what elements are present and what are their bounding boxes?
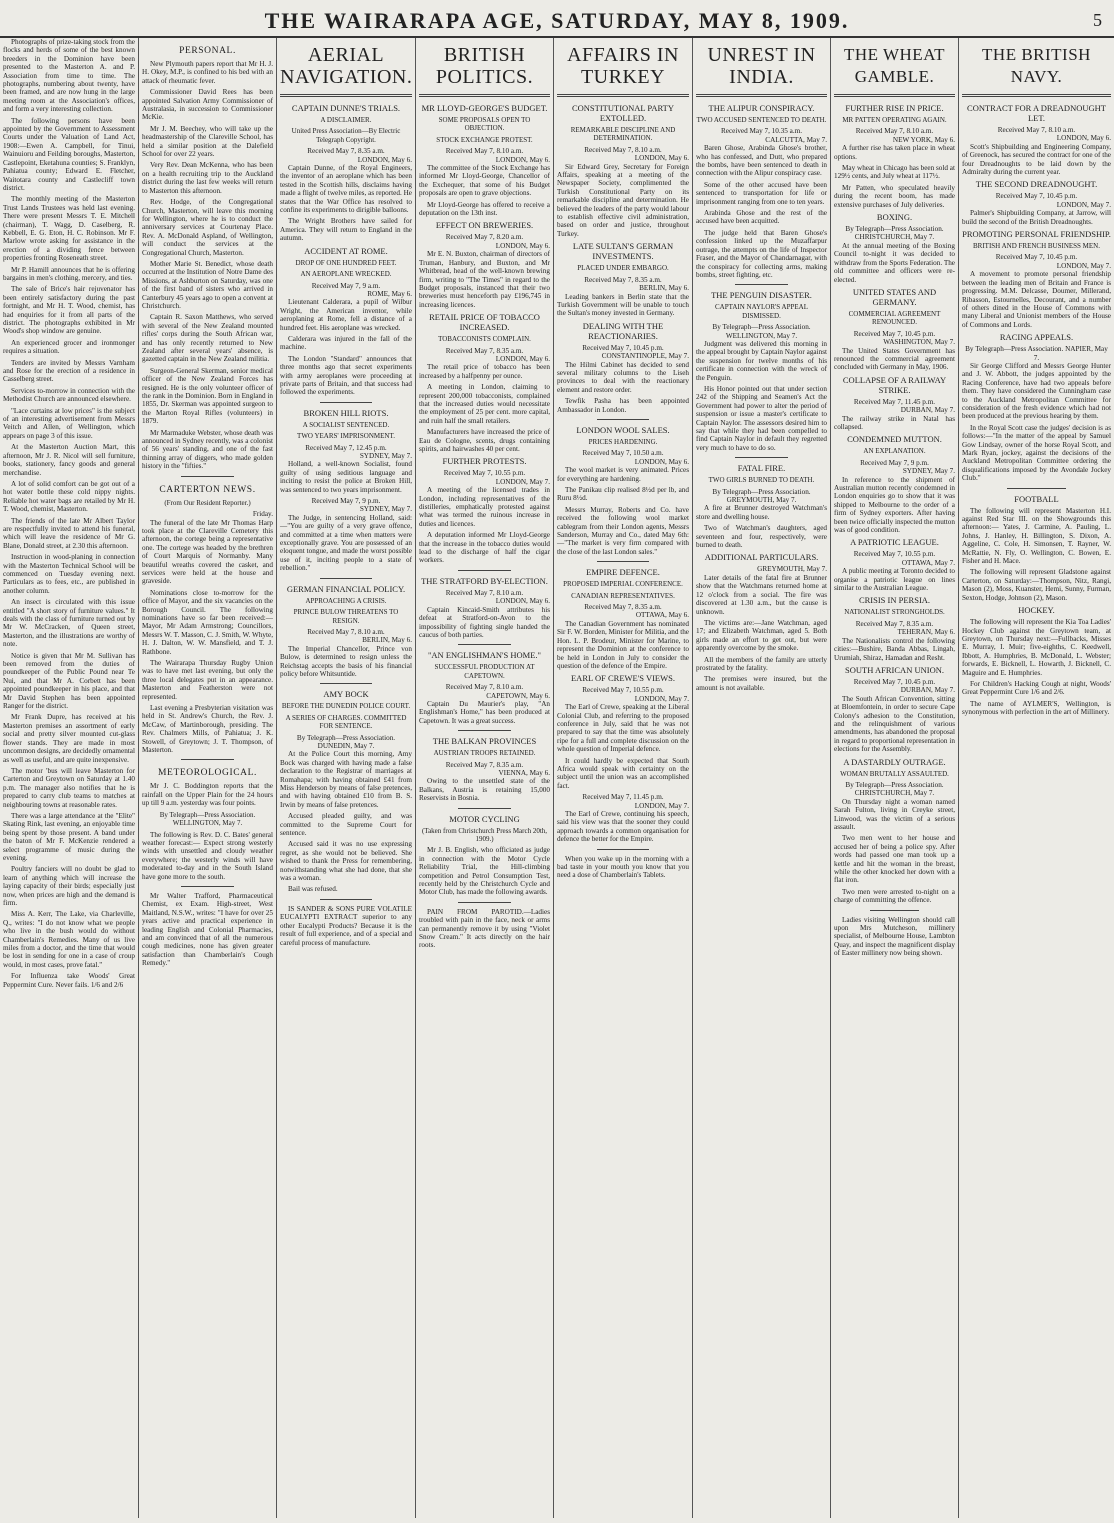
received-time: Received May 7, 8.10 a.m.	[445, 588, 524, 597]
paragraph: A meeting in London, claiming to represent 200,000 tobacconists, complained that the increased duties would necessitate the employment of 25 per cent. more capital, and ruin half the small retailers.	[419, 383, 550, 425]
received-time: Received May 7, 11.45 p.m.	[582, 793, 664, 802]
dateline: By Telegraph—Press Association. CHRISTCHURCH, May 7.	[845, 780, 944, 798]
paragraph: Owing to the unsettled state of the Balkans, Austria is retaining 15,000 Reservists in Bosnia.	[419, 777, 550, 803]
subheading: COMMERCIAL AGREEMENT RENOUNCED.	[848, 309, 941, 327]
paragraph: Nominations close to-morrow for the office of Mayor, and the six vacancies on the Borough Council. The following nominations have so far been received:—Mayor, Mr Adam Armstrong; Councillors, Messrs W. T. Masson, C. J. Smith, W. Whyte, H. J. Dalton, W. W. Mansfield, and T. J. Rathbone.	[142, 588, 273, 656]
column-wheat-gamble	[831, 38, 958, 1516]
divider	[320, 899, 373, 900]
subheading: CONSTITUTIONAL PARTY EXTOLLED.	[571, 103, 675, 123]
subheading: PLACED UNDER EMBARGO.	[577, 264, 669, 273]
section-heading: BRITISH POLITICS.	[435, 44, 534, 88]
paragraph: A fire at Brunner destroyed Watchman's store and dwelling house.	[696, 504, 827, 521]
dateline: By Telegraph—Press Association. WELLINGTON, May 7.	[712, 323, 811, 340]
paragraph: In reference to the shipment of Australian mutton recently condemned in London enquiries go to show that it was shipped to Melbourne to the order of a firm of Sydney exporters. After having been twice officially inspected the mutton was of good condition.	[834, 475, 955, 535]
received-time: Received May 7, 10.55 p.m.	[582, 686, 664, 695]
paragraph: The Earl of Crewe, speaking at the Liberal Colonial Club, and referring to the proposed conference in July, said that he was not prepared to say that the time was absolutely ripe for a full and complete discussion on the whole question of Imperial defence.	[557, 703, 689, 754]
dateline: LONDON, May 7.	[634, 694, 689, 703]
subheading: CANADIAN REPRESENTATIVES.	[571, 591, 675, 600]
advertisement: PAIN FROM PAROTID.—Ladies troubled with pain in the face, neck or arms can permanently remove it by using "Violet Snow Cream." It acts directly on the hair roots.	[419, 907, 550, 950]
divider	[320, 402, 373, 403]
dateline: LONDON, May 7.	[1056, 261, 1111, 270]
paragraph: All the members of the family are utterly prostrated by the fatality.	[696, 655, 827, 672]
section-heading: AERIAL NAVIGATION.	[280, 44, 413, 88]
paragraph: Photographs of prize-taking stock from the flocks and herds of some of the best known breeders in the Dominion have been presented to the Masterton A. and P. Association from time to time. The photographs, numbering about twenty, have been framed, and are now hung in the large meeting room at the Association's offices, and form a very interesting collection.	[3, 38, 135, 114]
subheading: THE STRATFORD BY-ELECTION.	[421, 575, 548, 586]
dateline: DURBAN, May 7.	[900, 686, 955, 695]
subheading: EFFECT ON BREWERIES.	[435, 220, 534, 231]
paragraph: The motor 'bus will leave Masterton for Carterton and Greytown on Saturday at 1.40 p.m. The manager also notifies that he is prepared to carry club teams to matches at neighbouring towns at reasonable rates.	[3, 766, 135, 809]
dateline: By Telegraph—Press Association. DUNEDIN, May 7.	[296, 733, 396, 750]
paragraph: Mr Frank Dupre, has received at his Masterton premises an assortment of early social and pretty silver mounted cut-glass flower stands. They are made in most uncommon designs, are decidedly ornamental as well as useful, and are quite inexpensive.	[3, 713, 135, 764]
paragraph: The funeral of the late Mr Thomas Harp took place at the Clareville Cemetery this afternoon, the cortege being a representative one. The cortege was headed by the brethren of Court Marquis of Normanby. Many beautiful wreaths covered the casket, and services were held at the house and graveside.	[142, 518, 273, 586]
divider	[419, 94, 550, 97]
subheading: TOBACCONISTS COMPLAIN.	[438, 335, 531, 344]
subheading: FURTHER RISE IN PRICE.	[845, 103, 944, 113]
received-time: Received May 7, 8.10 a.m.	[855, 127, 934, 136]
received-time: Received May 7, 8.35 a.m.	[855, 619, 934, 628]
paragraph: The Hilmi Cabinet has decided to send several military columns to the Liseh provinces to deal with the reactionary element and restore order.	[557, 360, 689, 394]
column-unrest-in-india	[693, 38, 830, 1516]
advertisement: When you wake up in the morning with a bad taste in your mouth you know that you need a dose of Chamberlain's Tablets.	[557, 854, 689, 880]
column-british-politics	[416, 38, 553, 1516]
dateline: OTTAWA, May 6.	[635, 611, 689, 620]
divider	[181, 886, 233, 887]
dateline: LONDON, May 6.	[357, 155, 412, 164]
paragraph: Mr P. Hamill announces that he is offering bargains in men's clothing, mercery, and ties.	[3, 265, 135, 282]
paragraph: Tenders are invited by Messrs Varnham and Rose for the erection of a residence in Casselberg street.	[3, 358, 135, 384]
paragraph: On Thursday night a woman named Sarah Fulton, living in Creyke street, Linwood, was the victim of a serious assault.	[834, 797, 955, 831]
paragraph: Mr Patten, who speculated heavily during the recent boom, has made extensive purchases of July deliveries.	[834, 183, 955, 209]
received-time: Received May 7, 10.55 p.m.	[853, 550, 936, 559]
dateline: LONDON, May 6.	[634, 154, 689, 163]
paragraph: Mr E. N. Buxton, chairman of directors of Truman, Hanbury, and Buxton, and Mr Whitbread, head of the well-known brewing firm, writing to "The Times" in regard to the Budget proposals, instanced that their two breweries must henceforth pay £196,745 in increasing licences.	[419, 250, 550, 309]
dateline: Friday.	[252, 510, 273, 519]
paragraph: Palmer's Shipbuilding Company, at Jarrow, will build the second of the British Dreadnoughts.	[962, 209, 1111, 226]
subheading: LONDON WOOL SALES.	[576, 424, 670, 435]
dateline: LONDON, May 6.	[495, 241, 550, 250]
subheading: COLLAPSE OF A RAILWAY STRIKE.	[842, 374, 947, 395]
paragraph: Captain Du Maurier's play, "An Englishman's Home," has been produced at Capetown. It was a great success.	[419, 699, 550, 725]
subheading: BRITISH AND FRENCH BUSINESS MEN.	[973, 242, 1100, 251]
paragraph: Manufacturers have increased the price of Eau de Cologne, scents, drugs containing spirits, and hairwashes 40 per cent.	[419, 428, 550, 453]
subheading: SUCCESSFUL PRODUCTION AT CAPETOWN.	[434, 663, 535, 680]
paragraph: For Children's Hacking Cough at night, Woods' Great Peppermint Cure 1/6 and 2/6.	[962, 679, 1111, 697]
paragraph: The London "Standard" announces that three months ago that secret experiments with army aeroplanes were proceeding at private parts of Britain, and that success had followed the experiments.	[280, 354, 412, 397]
paragraph: The following will represent the Kia Toa Ladies' Hockey Club against the Greytown team, at Greytown, on Thursday next:—Fullbacks, Misses E. Murray, I. Muir; five-eighths, C. Keedwell, Ibbott, A. Humphries, B. McDonald, L. Webster; forwards, E. Bicknell, L. Howarth, J. Bicknell, C. Maguire and E. Humphries.	[962, 618, 1111, 677]
paragraph: The following persons have been appointed by the Government to Assessment Courts under the Valuation of Land Act, 1908:—Ewen A. Campbell, for Tinui, Wainuioru and Feilding boroughs, Masterton, Castlepoint, Eketahuna counties; S. Franklyn, Pahiatua county; Edward E. Fletcher, Waitotara county and Castlecliff town district.	[3, 116, 135, 192]
paragraph: In the Royal Scott case the judges' decision is as follows:—"In the matter of the appeal by Samuel Gow Lindsay, owner of the horse Royal Scott, and Mark Ryan, jockey, against the decisions of the Auckland Metropolitan Committee ordering the disqualifications imposed by the Avondale Jockey Club."	[962, 423, 1111, 483]
paragraph: The committee of the Stock Exchange has informed Mr Lloyd-George, Chancellor of the Exchequer, that some of his Budget proposals are open to grave objections.	[419, 164, 550, 198]
paragraph: Mother Marie St. Benedict, whose death occurred at the Institution of Notre Dame des Missions, at Ashburton on Saturday, was one of the first band of sisters who arrived in Canterbury 45 years ago to open a convent at Christchurch.	[142, 259, 273, 310]
paragraph: An insect is circulated with this issue entitled "A short story of furniture values." It deals with the class of furniture turned out by Mr W. McCracken, of Queen street, Masterton, and the illustrations are worthy of note.	[3, 598, 135, 649]
subheading: CAPTAIN NAYLOR'S APPEAL DISMISSED.	[714, 303, 808, 320]
paragraph: A movement to promote personal friendship between the leading men of Britain and France is progressing. M.M. Delcasse, Doumer, Millerand, Ribasson, Estournelles, Decourant, and a number of others dined in the House of Commons with many Liberal and Unionist members of the House of Commons and Lords.	[962, 270, 1111, 329]
paragraph: Mr J. B. English, who officiated as judge in connection with the Motor Cycle Reliability Trial, the Hill-climbing competition and Petrol Consumption Test, recently held by the Christchurch Cycle and Motor Club, has made the following awards.	[419, 846, 550, 897]
section-heading: METEOROLOGICAL.	[158, 768, 257, 779]
paragraph: Services to-morrow in connection with the Methodist Church are announced elsewhere.	[3, 386, 135, 404]
dateline: BERLIN, May 6.	[362, 636, 412, 645]
subheading: AN AEROPLANE WRECKED.	[300, 270, 392, 279]
dateline: CONSTANTINOPLE, May 7.	[601, 352, 689, 361]
dateline: LONDON, May 6.	[495, 597, 550, 606]
paragraph: "Lace curtains at low prices" is the subject of an interesting advertisement from Messrs Veitch and Allen, of Wellington, which appears on page 3 of this issue.	[3, 406, 135, 440]
subheading: MOTOR CYCLING	[449, 813, 520, 824]
received-time: Received May 7, 8.10 a.m.	[307, 627, 385, 636]
paragraph: The wool market is very animated. Prices for everything are hardening.	[557, 466, 689, 483]
paragraph: New Plymouth papers report that Mr H. J. H. Okey, M.P., is confined to his bed with an attack of rheumatic fever.	[142, 60, 273, 85]
subheading: LATE SULTAN'S GERMAN INVESTMENTS.	[572, 241, 674, 262]
paragraph: The South African Convention, sitting at Bloemfontein, in order to secure Cape Colony's adhesion to the Constitution, and the relinquishment of various amendments, has abandoned the proposal in regard to proportional representation in elections for the Assembly.	[834, 694, 955, 754]
subheading: SOME PROPOSALS OPEN TO OBJECTION.	[438, 116, 531, 133]
dateline: GREYMOUTH, May 7.	[757, 565, 827, 574]
subheading: DEALING WITH THE REACTIONARIES.	[582, 320, 664, 341]
advertisement: Ladies visiting Wellington should call upon Mrs Mutcheson, millinery specialist, of Melbourne House, Lambton Quay, and inspect the magnificent display of Easter millinery now being shown.	[834, 915, 955, 958]
subheading: A PATRIOTIC LEAGUE.	[850, 537, 939, 548]
subheading: PRICES HARDENING.	[588, 437, 658, 446]
masthead	[0, 0, 1114, 38]
paragraph: May wheat in Chicago has been sold at 129½ cents, and July wheat at 117½.	[834, 164, 955, 181]
subheading: FATAL FIRE.	[737, 463, 786, 474]
dateline: LONDON, May 6.	[495, 155, 550, 164]
advertisement: The name of AYLMER'S, Wellington, is synonymous with perfection in the art of Millinery.	[962, 699, 1111, 717]
subheading: ACCIDENT AT ROME.	[304, 245, 388, 256]
subheading: RETAIL PRICE OF TOBACCO INCREASED.	[429, 312, 540, 333]
paragraph: Rev. Hodge, of the Congregational Church, Masterton, will leave this morning for Wellington, where he is to conduct the anniversary services at Courtenay Place. Rev. A. McDonald Aspland, of Wellington, will conduct the services at the Congregational Church, Masterton.	[142, 198, 273, 257]
subheading: PRINCE BULOW THREATENS TO RESIGN.	[293, 608, 399, 625]
dateline: LONDON, May 7.	[634, 801, 689, 810]
paragraph: Last evening a Presbyterian visitation was held in St. Andrew's Church, the Rev. J. McCaw, of Martinborough, presiding. The Rev. Chalmers Mills, of Pahiatua; J. K. Stowell, of Greytown; J. T. Thompson, of Masterton.	[142, 704, 273, 755]
divider	[735, 457, 787, 458]
subheading: AMY BOCK	[323, 689, 369, 700]
paragraph: Arabinda Ghose and the rest of the accused have been acquitted.	[696, 209, 827, 226]
paragraph: Scott's Shipbuilding and Engineering Company, of Greenock, has secured the contract for one of the four Dreadnoughts to be laid down by the Admiralty during the current year.	[962, 142, 1111, 177]
subheading: (From Our Resident Reporter.)	[164, 498, 251, 507]
paragraph: Messrs Murray, Roberts and Co. have received the following wool market cablegram from their London agents, Messrs Sanderson, Murray and Co., dated May 6th:—"The market is very firm compared with the close of the last London sales."	[557, 505, 689, 556]
paragraph: Surgeon-General Skerman, senior medical officer of the New Zealand Forces has resigned. He is the only volunteer officer of the rank in the Dominion. Born in England in 1855, Dr. Skerman was appointed surgeon to the Marton Royal Rifles (volunteers) in 1879.	[142, 366, 273, 426]
subheading: MR LLOYD-GEORGE'S BUDGET.	[421, 103, 548, 113]
section-heading: AFFAIRS IN TURKEY	[567, 44, 679, 88]
received-time: Received May 7, 10.35 a.m.	[720, 127, 803, 136]
received-time: Received May 7, 8.35 a.m.	[584, 603, 662, 612]
paragraph: The following will represent Gladstone against Carterton, on Saturday:—Thompson, Nitz, Rangi, Mason (2), Moss, Kuanster, Hemi, Sunny, Furman, Sexton, Hodge, Johnson (2), Mason.	[962, 568, 1111, 602]
subheading: THE BALKAN PROVINCES	[432, 736, 537, 747]
subheading: (Taken from Christchurch Press March 20th, 1909.)	[421, 826, 548, 843]
paragraph: Later details of the fatal fire at Brunner show that the Watchmans returned home at 12 o'clock from a social. The fire was discovered at 1.30 a.m., but the cause is unknown.	[696, 573, 827, 616]
received-time: Received May 7, 10.45 p.m.	[582, 343, 664, 352]
subheading: TWO YEARS' IMPRISONMENT.	[297, 432, 395, 441]
subheading: CAPTAIN DUNNE'S TRIALS.	[291, 103, 401, 113]
section-heading: PERSONAL.	[179, 46, 236, 56]
dateline: LONDON, May 7.	[1056, 200, 1111, 209]
paragraph: There was a large attendance at the "Elite" Skating Rink, last evening, an enjoyable time being spent by those present. A band under the baton of Mr F. McKenzie rendered a select programme of music during the evening.	[3, 811, 135, 862]
subheading: REMARKABLE DISCIPLINE AND DETERMINATION.	[570, 126, 676, 143]
paragraph: The railway strike in Natal has collapsed.	[834, 414, 955, 431]
paragraph: The retail price of tobacco has been increased by a halfpenny per ounce.	[419, 363, 550, 380]
subheading: CONTRACT FOR A DREADNOUGHT LET.	[967, 103, 1106, 123]
paragraph: A further rise has taken place in wheat options.	[834, 144, 955, 161]
divider	[1007, 488, 1067, 489]
subheading: AUSTRIAN TROOPS RETAINED.	[433, 749, 536, 758]
received-time: Received May 7, 9 p.m.	[311, 497, 381, 506]
divider	[597, 561, 650, 562]
paragraph: Judgment was delivered this morning in the appeal brought by Captain Naylor against the suspension for twelve months of his certificate in connection with the wreck of the Penguin.	[696, 339, 827, 382]
subheading: THE PENGUIN DISASTER.	[711, 290, 812, 301]
paragraph: At the Police Court this morning, Amy Bock was charged with having made a false declaration to the Registrar of marriages at Romahapa; with having obtained £41 from Miss Henderson by means of false pretences, and with having obtained £10 from B. S. Irwin by means of false pretences.	[280, 750, 412, 809]
paragraph: The judge held that Baren Ghose's confession linked up the Muzaffarpur outrage, the attempts on the life of Inspector Fraser, and the Mayor of Chandarnagar, with the conspiracy for collecting arms, making bombs, street fighting, etc.	[696, 228, 827, 279]
subheading: MR PATTEN OPERATING AGAIN.	[842, 116, 947, 124]
paragraph: Miss A. Kerr, The Lake, via Charleville, Q., writes: "I do not know what we people who live in the bush would do without Chamberlain's Remedies. Many of us live miles from a doctor, and the time that would be lost in sending for one in a case of croup would, in most cases, prove fatal."	[3, 910, 135, 969]
paragraph: Two men were arrested to-night on a charge of committing the offence.	[834, 887, 955, 905]
dateline: OTTAWA, May 7.	[901, 558, 955, 567]
divider	[458, 902, 510, 903]
section-heading: UNREST IN INDIA.	[707, 44, 816, 88]
paragraph: Holland, a well-known Socialist, found guilty of using seditious language and inciting to resist the police at Broken Hill, was sentenced to two years imprisonment.	[280, 460, 412, 494]
dateline: LONDON, May 6.	[634, 457, 689, 466]
divider	[458, 570, 510, 571]
subheading: DROP OF ONE HUNDRED FEET.	[295, 258, 397, 267]
subheading: EARL OF CREWE'S VIEWS.	[570, 673, 675, 684]
subheading: PROPOSED IMPERIAL CONFERENCE.	[563, 580, 683, 589]
divider	[320, 578, 373, 579]
paragraph: The Nationalists control the following cities:—Bushire, Banda Abbas, Lingah, Urumiah, Shiraz, Hamadan and Resht.	[834, 636, 955, 662]
subheading: ADDITIONAL PARTICULARS.	[704, 552, 819, 563]
dateline: SYDNEY, May 7.	[902, 467, 955, 476]
divider	[280, 94, 412, 97]
paragraph: Baren Ghose, Arabinda Ghose's brother, who has confessed, and Dutt, who prepared the bombs, have been sentenced to death in connection with the Alipur conspiracy case.	[696, 144, 827, 178]
subheading: CRISIS IN PERSIA.	[858, 595, 931, 606]
dateline: SYDNEY, May 7.	[359, 505, 412, 514]
received-time: Received May 7, 10.45 p.m.	[995, 253, 1078, 262]
paragraph: The Judge, in sentencing Holland, said:—"You are guilty of a very grave offence, and committed at a time when matters were exceptionally grave. You are possessed of an eloquent tongue, and made the worst possible use of it, inciting people to a state of rebellion."	[280, 513, 412, 573]
divider	[181, 759, 233, 760]
wire-credit: United Press Association—By Electric Telegraph Copyright.	[291, 127, 401, 144]
paragraph: The sale of Brice's hair rejuvenator has been entirely satisfactory during the past fortnight, and Mr H. T. Wood, chemist, has had enquiries for it from all parts of the district. The photographs exhibited in Mr Wood's shop window are genuine.	[3, 285, 135, 336]
paragraph: Mr Marmaduke Webster, whose death was announced in Sydney recently, was a colonist of 56 years' standing, and one of the fast thinning array of diggers, who made golden history in the "fifties."	[142, 428, 273, 471]
subheading: TWO GIRLS BURNED TO DEATH.	[708, 476, 815, 485]
received-time: Received May 7, 8.35 a.m.	[307, 147, 385, 156]
page-number: 5	[1093, 10, 1102, 30]
divider	[458, 808, 510, 809]
paragraph: Calderara was injured in the fall of the machine.	[280, 334, 412, 352]
paragraph: The victims are:—Jane Watchman, aged 17; and Elizabeth Watchman, aged 5. Both girls made an effort to get out, but were apparently overcome by the smoke.	[696, 618, 827, 653]
dateline: VIENNA, May 6.	[498, 768, 550, 777]
paragraph: Some of the other accused have been sentenced to transportation for life or imprisonment ranging from one to ten years.	[696, 180, 827, 206]
received-time: Received May 7, 10.50 a.m.	[582, 449, 664, 458]
subheading: WOMAN BRUTALLY ASSAULTED.	[840, 769, 949, 778]
paragraph: The Earl of Crewe, continuing his speech, said his view was that the sooner they could approach towards a common organisation for defence the better for the Empire.	[557, 810, 689, 844]
subheading: EMPIRE DEFENCE.	[586, 567, 660, 578]
paragraph: A lot of solid comfort can be got out of a hot water bottle these cold nippy nights. Reliable hot water bags are retailed by Mr H. T. Wood, chemist, Masterton.	[3, 479, 135, 514]
dateline: LONDON, May 6.	[495, 354, 550, 363]
received-time: Received May 7, 8.35 a.m.	[445, 760, 524, 769]
paragraph: An experienced grocer and ironmonger requires a situation.	[3, 338, 135, 356]
received-time: Received May 7, 12.45 p.m.	[305, 443, 387, 452]
received-time: Received May 7, 10.45 p.m.	[853, 329, 936, 338]
dateline: BERLIN, May 6.	[639, 284, 689, 293]
section-heading: THE WHEAT GAMBLE.	[844, 45, 945, 86]
subheading: FOOTBALL	[1014, 493, 1059, 504]
divider	[696, 94, 827, 97]
paragraph: A meeting of the licensed trades in London, including representatives of the distilleries, emphatically protested against what was termed the ruinous increase in duties and licences.	[419, 486, 550, 528]
divider	[557, 94, 689, 97]
paragraph: Instruction in wood-planing in connection with the Masterton Technical School will be commenced on Tuesday evening next. Particulars as to fees, etc., are published in another column.	[3, 553, 135, 595]
received-time: Received May 7, 8.10 a.m.	[445, 683, 524, 692]
paragraph: The friends of the late Mr Albert Taylor are respectfully invited to attend his funeral, which will leave the residence of Mr G. Blane, Donald street, at 2.30 this afternoon.	[3, 516, 135, 550]
column-affairs-in-turkey	[554, 38, 692, 1516]
paragraph: Notice is given that Mr M. Sullivan has been removed from the duties of poundkeeper of the Public Pound near Te Nui, and that Mr A. Corbett has been appointed poundkeeper in his place, and that Mr David Stephen has been appointed Ranger for the district.	[3, 651, 135, 711]
subheading: BROKEN HILL RIOTS.	[303, 407, 389, 418]
divider	[458, 730, 510, 731]
dateline: CAPETOWN, May 6.	[486, 691, 550, 700]
paragraph: At the Masterton Auction Mart, this afternoon, Mr J. R. Nicol will sell furniture, books, stationery, fancy goods and general merchandise.	[3, 443, 135, 477]
subheading: UNITED STATES AND GERMANY.	[852, 286, 937, 307]
divider	[834, 94, 955, 97]
paragraph: Mr Lloyd-George has offered to receive a deputation on the 13th inst.	[419, 200, 550, 218]
dateline: CALCUTTA, May 7.	[765, 135, 827, 144]
subheading: FURTHER PROTESTS.	[442, 456, 527, 467]
newspaper-title: THE WAIRARAPA AGE, SATURDAY, MAY 8, 1909.	[264, 8, 850, 33]
subheading: BEFORE THE DUNEDIN POLICE COURT.	[281, 702, 411, 711]
paragraph: The United States Government has renounced the commercial agreement concluded with Germany in May, 1906.	[834, 346, 955, 372]
divider	[962, 94, 1111, 97]
received-time: Received May 7, 8.10 a.m.	[997, 126, 1076, 134]
subheading: THE ALIPUR CONSPIRACY.	[708, 103, 815, 113]
received-time: Received May 7, 10.45 p.m.	[995, 192, 1078, 201]
paragraph: Bail was refused.	[288, 885, 338, 894]
received-time: Received May 7, 10.55 p.m.	[443, 469, 526, 478]
paragraph: The following will represent Masterton H.I. against Red Star III. on the Showgrounds this afternoon:— Yates, J. Carmine, A. Pauling, L. Johns, J. Hanley, H. Billington, S. Dixon, A. Aggeline, C. Cole, H. Simonsen, T. Rayner, W. McRattie, N. Fly, O. Wellington, C. Bowen, E. Fisher and H. Mace.	[962, 506, 1111, 566]
paragraph: Tewfik Pasha has been appointed Ambassador in London.	[557, 397, 689, 414]
divider	[870, 910, 918, 911]
paragraph: Captain Dunne, of the Royal Engineers, the inventor of an aeroplane which has been tested in the Scottish hills, disclaims having made a flight of twelve miles, as reported. He states that the War Office has resolved to confine its experiments to dirigible balloons.	[280, 164, 412, 215]
subheading: BOXING.	[876, 212, 913, 223]
paragraph: Lieutenant Calderara, a pupil of Wilbur Wright, the American inventor, while aeroplaning at Rome, fell a distance of a hundred feet. His aeroplane was wrecked.	[280, 298, 412, 332]
subheading: STOCK EXCHANGE PROTEST.	[436, 135, 533, 144]
paragraph: Mr J. C. Boddington reports that the rainfall on the Upper Plain for the 24 hours up till 9 a.m. yesterday was four points.	[142, 782, 273, 808]
paragraph: At the annual meeting of the Boxing Council to-night it was decided to withdraw from the Sports Federation. The old committee and officers were re-elected.	[834, 241, 955, 284]
paragraph: Commissioner David Rees has been appointed Salvation Army Commissioner of Australasia, in succession to Commissioner McKie.	[142, 88, 273, 122]
subheading: APPROACHING A CRISIS.	[305, 596, 387, 605]
column-personal	[139, 38, 276, 1516]
dateline: By Telegraph—Press Association. WELLINGTON, May 7.	[159, 810, 256, 828]
paragraph: Captain R. Saxon Matthews, who served with several of the New Zealand mounted rifles' corps during the South African war, and has only recently returned to New Zealand after several years' absence, is gazetted captain in the New Zealand militia.	[142, 313, 273, 364]
column-british-navy	[959, 38, 1114, 1516]
subheading: TWO ACCUSED SENTENCED TO DEATH.	[696, 116, 827, 124]
divider	[597, 419, 650, 420]
subheading: NATIONALIST STRONGHOLDS.	[844, 608, 945, 617]
dateline: By Telegraph—Press Association. GREYMOUTH, May 7.	[712, 487, 811, 505]
divider	[735, 284, 787, 285]
subheading: THE SECOND DREADNOUGHT.	[975, 179, 1098, 190]
paragraph: The monthly meeting of the Masterton Trust Lands Trustees was held last evening. There were present Messrs T. E. Mitchell (chairman), T. Wagg, D. Caselberg, R. Kebbell, E. G. Eton, H. C. Robinson. Mr F. Marlow wrote asking for assistance in the erection of a dividing fence between properties fronting Roseneath street.	[3, 195, 135, 263]
received-time: Received May 7, 8.20 a.m.	[445, 233, 524, 242]
subheading: SOUTH AFRICAN UNION.	[845, 664, 944, 675]
subheading: HOCKEY.	[1018, 605, 1055, 616]
subheading: GERMAN FINANCIAL POLICY.	[286, 583, 406, 594]
column-local-notes	[0, 38, 138, 1516]
subheading: AN EXPLANATION.	[863, 447, 926, 456]
received-time: Received May 7, 10.45 p.m.	[853, 677, 936, 686]
divider	[458, 644, 510, 645]
received-time: Received May 7, 9 p.m.	[860, 458, 929, 467]
subheading: "AN ENGLISHMAN'S HOME."	[427, 650, 542, 661]
subheading: RACING APPEALS.	[999, 332, 1074, 343]
received-time: Received May 7, 8.35 a.m.	[584, 275, 662, 284]
dateline: By Telegraph—Press Association. CHRISTCHURCH, May 7.	[845, 225, 944, 242]
paragraph: Sir Edward Grey, Secretary for Foreign Affairs, speaking at a meeting of the Newspaper Society, complimented the Turkish Constitutional Party on its remarkable discipline and determination. He believed the leaders of the party would labour to establish effective civil administration, based on order and justice, throughout Turkey.	[557, 162, 689, 238]
advertisement: For Influenza take Woods' Great Peppermint Cure. Never fails. 1/6 and 2/6	[3, 972, 135, 989]
paragraph: A public meeting at Toronto decided to organise a patriotic league on lines similar to the Australian League.	[834, 567, 955, 593]
dateline: LONDON, May 7.	[495, 477, 550, 486]
section-heading: CARTERTON NEWS.	[159, 484, 256, 495]
subheading: A DASTARDLY OUTRAGE.	[843, 756, 946, 767]
dateline: WASHINGTON, May 7.	[883, 338, 955, 347]
column-aerial-navigation	[277, 38, 415, 1516]
paragraph: It could hardly be expected that South Africa would speak with certainty on the subject until the union was an accomplished fact.	[557, 756, 689, 790]
dateline: ROME, May 6.	[367, 289, 412, 298]
paragraph: The premises were insured, but the amount is not available.	[696, 675, 827, 692]
advertisement: Mr Walter Trafford, Pharmaceutical Chemist, ex Exam. High-street, West Maitland, N.S.W., writes: "I have for over 25 years active and practical experience in leading English and Colonial Pharmacies, and am convinced that of all the numerous cough medicines, none has given greater satisfaction than Chamberlain's Cough Remedy."	[142, 891, 273, 968]
paragraph: The Panikau clip realised 8½d per lb, and Ruru 8½d.	[557, 486, 689, 503]
paragraph: Poultry fanciers will no doubt be glad to learn of anything which will increase the laying capacity of their birds; especially just now, when prices are high and the demand is firm.	[3, 865, 135, 907]
paragraph: Two of Watchman's daughters, aged seventeen and four, respectively, were burned to death.	[696, 524, 827, 550]
divider	[320, 683, 373, 684]
paragraph: Accused said it was no use expressing regret, as she would not be believed. She wished to thank the Press for remembering, notwithstanding what she had done, that she was a woman.	[280, 840, 412, 883]
advertisement: IS SANDER & SONS PURE VOLATILE EUCALYPTI EXTRACT superior to any other Eucalypti Products? Because it is the result of full experience, and of a special and careful process of manufacture.	[280, 904, 412, 947]
paragraph: His Honor pointed out that under section 242 of the Shipping and Seamen's Act the Government had power to alter the period of suspension or issue a master's certificate to Captain Naylor. The assessors desired him to say that while they had been compelled to find Captain Naylor in default they regretted very much to have to do so.	[696, 384, 827, 452]
paragraph: The Imperial Chancellor, Prince von Bulow, is determined to resign unless the Reichstag accepts the basis of his financial policy before Whitsuntide.	[280, 644, 412, 678]
subheading: A SERIES OF CHARGES. COMMITTED FOR SENTENCE.	[285, 713, 407, 731]
dateline: NEW YORK, May 6.	[892, 135, 955, 144]
divider	[181, 476, 233, 477]
paragraph: The Wright Brothers have sailed for America. They will return to England in the autumn.	[280, 217, 412, 243]
received-time: Received May 7, 9 a.m.	[311, 281, 381, 290]
paragraph: Mr J. M. Beechey, who will take up the headmastership of the Clareville School, has held a similar position at the Dalefield School for over 22 years.	[142, 124, 273, 159]
divider	[597, 849, 650, 850]
paragraph: Accused pleaded guilty, and was committed to the Supreme Court for sentence.	[280, 812, 412, 838]
received-time: Received May 7, 8.35 a.m.	[445, 346, 524, 355]
received-time: Received May 7, 8.10 a.m.	[445, 147, 524, 156]
dateline: TEHERAN, May 6.	[897, 628, 955, 637]
subheading: CONDEMNED MUTTON.	[847, 434, 942, 445]
paragraph: The Wairarapa Thursday Rugby Union was to have met last evening, but only the three local delegates put in an appearance. Masterton and Featherston were not represented.	[142, 659, 273, 701]
paragraph: Captain Kincaid-Smith attributes his defeat at Stratford-on-Avon to the impossibility of fighting single handed the caucus of both parties.	[419, 605, 550, 639]
subheading: PROMOTING PERSONAL FRIENDSHIP.	[962, 229, 1111, 240]
paragraph: Two men went to her house and accused her of being a police spy. After words had passed one man took up a kettle and hit the woman in the breast, while the other knocked her down with a flat iron.	[834, 834, 955, 885]
paragraph: Sir George Clifford and Messrs George Hunter and J. W. Abbott, the judges appointed by the Racing Conference, have had two appeals before them. They have considered the Cunningham case to the Auckland Metropolitan Committee for consideration of the fresh evidence which had not been produced at the previous hearing by them.	[962, 361, 1111, 421]
dateline: SYDNEY, May 7.	[359, 452, 412, 460]
paragraph: Leading bankers in Berlin state that the Turkish Government will be unable to touch the Sultan's money invested in Germany.	[557, 292, 689, 318]
dateline: DURBAN, May 7.	[900, 406, 955, 415]
dateline: LONDON, May 6.	[1056, 134, 1111, 143]
subheading: A DISCLAIMER.	[320, 116, 372, 124]
paragraph: The Canadian Government has nominated Sir F. W. Borden, Minister for Militia, and the Hon. L. P. Brodeur, Minister for Marine, to represent the Dominion at the conference to be held in London in July to consider the question of the defence of the Empire.	[557, 619, 689, 670]
section-heading: THE BRITISH NAVY.	[982, 45, 1091, 86]
paragraph: Very Rev. Dean McKenna, who has been on a health recruiting trip to the Auckland district during the last few weeks will return to Masterton this afternoon.	[142, 161, 273, 195]
dateline: By Telegraph—Press Association. NAPIER, May 7.	[965, 345, 1108, 362]
paragraph: The following is Rev. D. C. Bates' general weather forecast:— Expect strong westerly winds with unsettled and cloudy weather everywhere; the westerly winds will have moderated to-day and in the South Island have gone more to the south.	[142, 830, 273, 881]
subheading: A SOCIALIST SENTENCED.	[302, 420, 390, 429]
received-time: Received May 7, 8.10 a.m.	[584, 145, 662, 154]
received-time: Received May 7, 11.45 p.m.	[853, 397, 936, 406]
paragraph: A deputation informed Mr Lloyd-George that the increase in the tobacco duties would lead to the discharge of half the cigar workers.	[419, 531, 550, 565]
